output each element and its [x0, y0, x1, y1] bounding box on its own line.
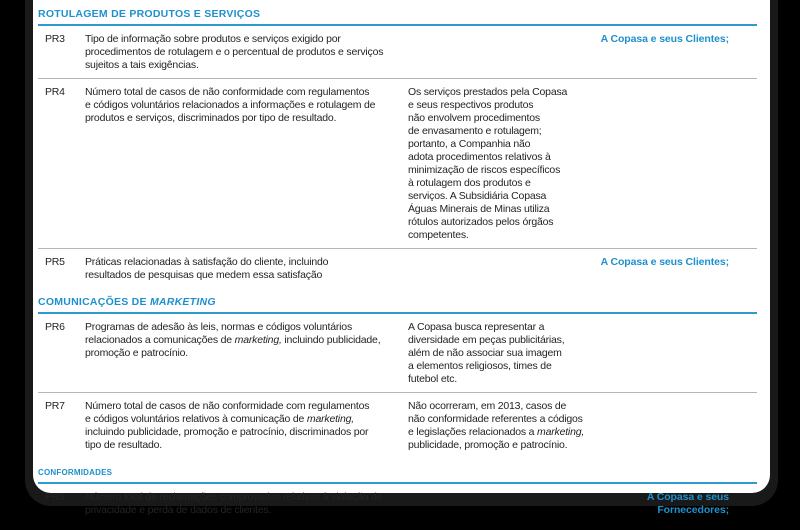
- stakeholder-link[interactable]: A Copasa e seus Clientes;: [600, 33, 729, 45]
- table-row-pr3: [38, 26, 757, 78]
- indicator-description: Tipo de informação sobre produtos e serviços exigido por procedimentos de rotulagem e o percentual de produtos e serviços sujeitos a tais exigências.: [85, 33, 384, 71]
- indicator-description: Práticas relacionadas à satisfação do cliente, incluindo resultados de pesquisas que medem essa satisfação: [85, 256, 329, 281]
- table-row-pr5: [38, 249, 757, 288]
- indicator-code: PR8: [45, 491, 65, 503]
- indicator-description: Número total de casos de não conformidade com regulamentos e códigos voluntários relativos à comunicação de marketing, incluindo publicidade, promoção e patrocínio, discriminados por tipo de resultado.: [85, 400, 370, 451]
- indicator-description: Programas de adesão às leis, normas e códigos voluntários relacionados a comunicações de marketing, incluindo publicidade, promoção e patrocínio.: [85, 321, 381, 359]
- table-row-pr8: [38, 484, 757, 523]
- stakeholder-link[interactable]: A Copasa e seus Clientes;: [600, 256, 729, 268]
- table-row-pr6: [38, 314, 757, 392]
- indicator-code: PR6: [45, 321, 65, 333]
- indicator-description: Número total de reclamações comprovadas relativas à violação de privacidade e perda de dados de clientes.: [85, 491, 383, 516]
- indicator-code: PR5: [45, 256, 65, 268]
- indicator-code: PR4: [45, 86, 65, 98]
- indicator-description: Número total de casos de não conformidade com regulamentos e códigos voluntários relacionados a informações e rotulagem de produtos e serviços, discriminados por tipo de resultado.: [85, 86, 376, 124]
- indicator-code: PR3: [45, 33, 65, 45]
- table-row-pr4: [38, 79, 757, 248]
- table-row-pr7: [38, 393, 757, 458]
- stakeholder-link[interactable]: A Copasa e seus Fornecedores;: [646, 491, 729, 516]
- section-header-comunicacoes-marketing: COMUNICAÇÕES DE MARKETING: [38, 288, 757, 314]
- indicator-answer: [408, 491, 600, 517]
- report-page-card: [33, 0, 770, 516]
- section-header-rotulagem: ROTULAGEM DE PRODUTOS E SERVIÇOS: [38, 0, 757, 26]
- indicator-answer: [408, 33, 600, 72]
- indicator-answer: Não ocorreram, em 2013, casos de não conformidade referentes a códigos e legislações relacionados a marketing, publicidade, promoção e patrocínio.: [408, 400, 585, 451]
- stakeholder-cell: [600, 33, 757, 72]
- section-header-conformidades: CONFORMIDADES: [38, 458, 757, 484]
- indicator-code: PR7: [45, 400, 65, 412]
- indicator-answer: Os serviços prestados pela Copasa e seus respectivos produtos não envolvem procedimentos de envasamento e rotulagem; portanto, a Companhia não adota procedimentos relativos à minimização de riscos específicos à rotulagem dos produtos e serviços. A Subsidiária Copasa Águas Minerais de Minas utiliza rótulos autorizados pelos órgãos competentes.: [408, 86, 568, 241]
- indicator-answer: A Copasa busca representar a diversidade em peças publicitárias, além de não associar sua imagem a elementos religiosos, times de futebol etc.: [408, 321, 565, 385]
- stakeholder-cell: [600, 321, 757, 386]
- stakeholder-cell: [600, 256, 757, 282]
- indicator-answer: [408, 256, 600, 282]
- stakeholder-cell: [600, 400, 757, 452]
- stakeholder-cell: [600, 86, 757, 242]
- stakeholder-cell: [600, 491, 757, 517]
